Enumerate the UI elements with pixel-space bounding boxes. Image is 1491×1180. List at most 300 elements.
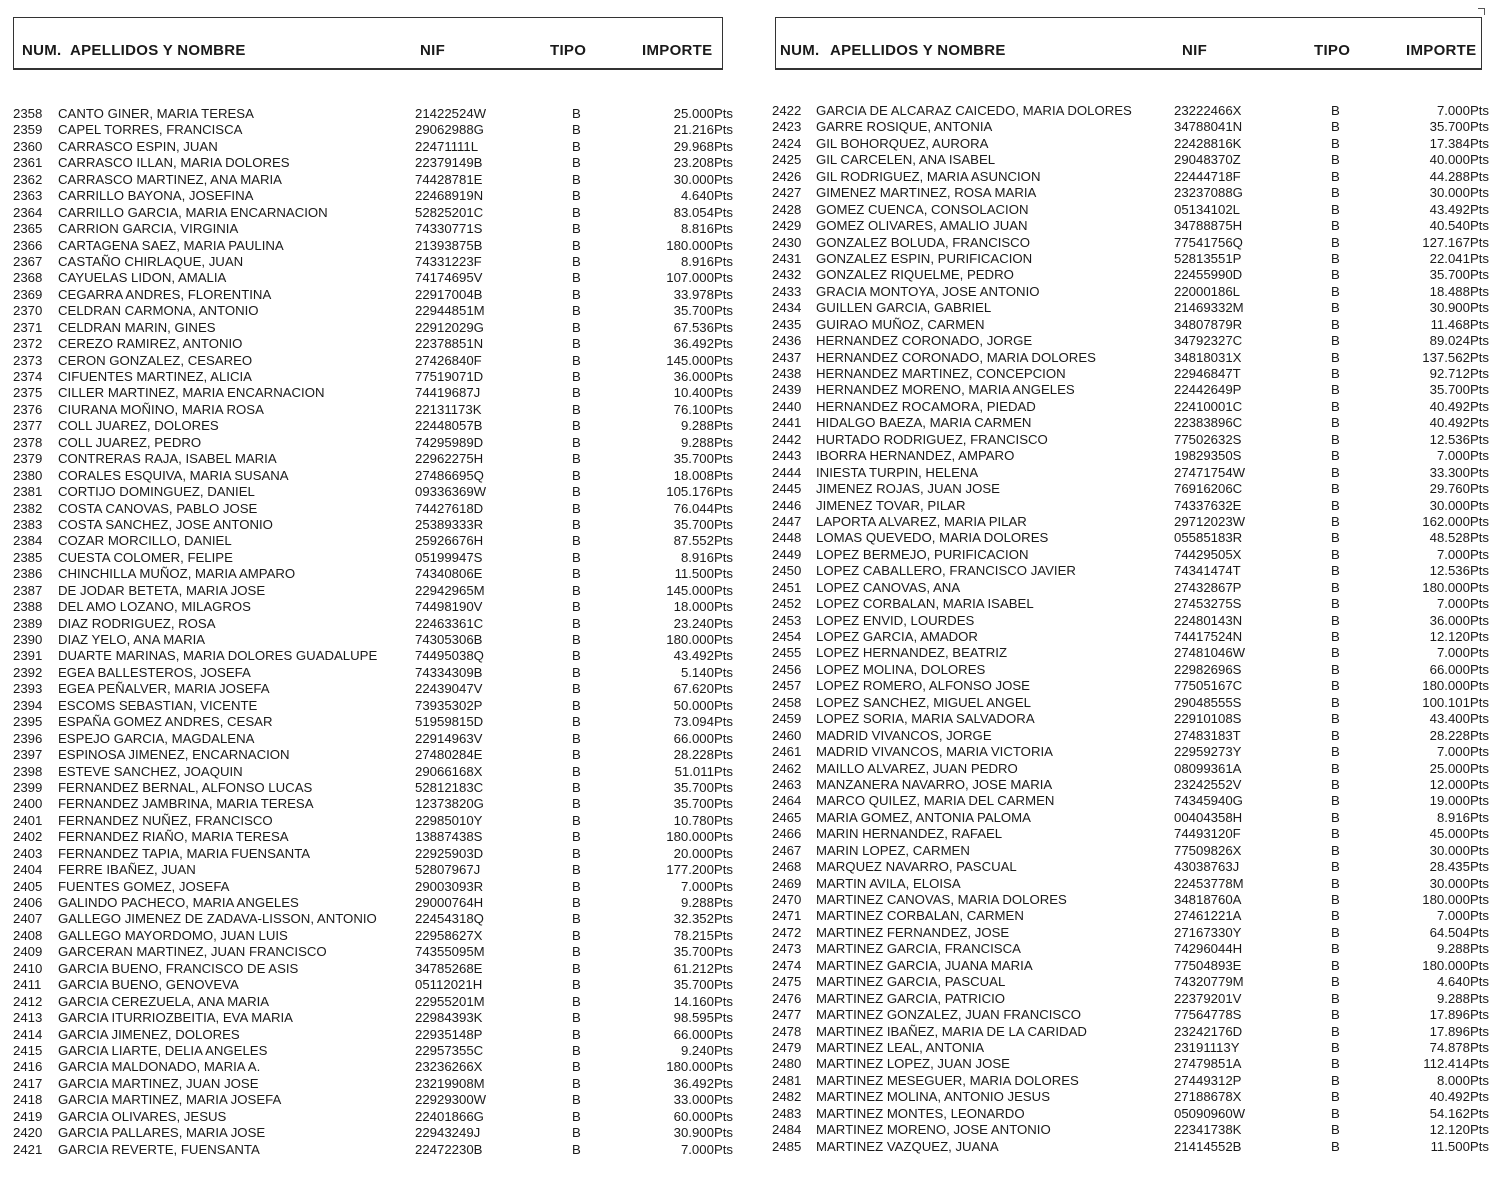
row-importe: 7.000Pts [1436, 448, 1489, 464]
row-name: EGEA BALLESTEROS, JOSEFA [58, 664, 251, 680]
row-tipo: B [1331, 546, 1340, 562]
row-nif: 43038763J [1174, 859, 1240, 875]
row-nif: 22958627X [415, 927, 483, 943]
row-tipo: B [1331, 431, 1340, 447]
row-name: IBORRA HERNANDEZ, AMPARO [816, 448, 1015, 464]
row-num: 2408 [13, 927, 43, 943]
row-nif: 27481046W [1174, 645, 1246, 661]
row-nif: 34807879R [1174, 316, 1243, 332]
row-name: FERNANDEZ RIAÑO, MARIA TERESA [58, 829, 289, 845]
row-importe: 51.011Pts [674, 763, 733, 779]
row-importe: 29.760Pts [1429, 481, 1489, 497]
table-row [765, 793, 1491, 809]
table-row [0, 1092, 745, 1108]
row-importe: 30.000Pts [1429, 497, 1489, 513]
row-name: GARCIA REVERTE, FUENSANTA [58, 1141, 260, 1157]
table-row [765, 1089, 1491, 1105]
table-row [0, 188, 745, 204]
row-tipo: B [572, 221, 581, 237]
row-nif: 22910108S [1174, 711, 1242, 727]
table-row [765, 152, 1491, 168]
row-num: 2438 [772, 366, 802, 381]
row-nif: 27453275S [1174, 596, 1242, 612]
row-num: 2411 [13, 977, 42, 993]
row-nif: 22410001C [1174, 398, 1243, 414]
row-name: DIAZ RODRIGUEZ, ROSA [58, 615, 216, 631]
row-num: 2385 [13, 549, 43, 565]
row-nif: 22982696S [1174, 661, 1242, 677]
row-tipo: B [1331, 250, 1340, 266]
row-num: 2473 [772, 941, 802, 957]
row-num: 2443 [772, 448, 802, 464]
row-importe: 7.000Pts [680, 878, 733, 894]
table-row [0, 994, 745, 1010]
row-importe: 66.000Pts [1429, 661, 1489, 677]
row-num: 2399 [13, 779, 43, 795]
row-importe: 87.552Pts [673, 533, 733, 549]
row-importe: 67.536Pts [673, 319, 733, 335]
row-num: 2406 [13, 895, 43, 910]
row-tipo: B [572, 664, 581, 680]
row-name: CELDRAN CARMONA, ANTONIO [58, 303, 259, 319]
row-importe: 11.500Pts [1430, 1138, 1489, 1154]
row-tipo: B [1331, 1039, 1340, 1055]
row-name: JIMENEZ TOVAR, PILAR [816, 497, 966, 513]
row-nif: 05112021H [415, 977, 483, 993]
row-importe: 98.595Pts [673, 1010, 733, 1026]
row-name: MARTINEZ CORBALAN, CARMEN [816, 908, 1024, 924]
row-importe: 145.000Pts [666, 582, 733, 598]
row-importe: 40.492Pts [1429, 415, 1489, 431]
table-row [765, 645, 1491, 661]
row-importe: 35.700Pts [1429, 267, 1489, 283]
row-tipo: B [572, 960, 581, 976]
row-name: GARCIA BUENO, GENOVEVA [58, 977, 239, 993]
row-num: 2418 [13, 1092, 43, 1108]
row-tipo: B [572, 138, 581, 154]
row-nif: 13887438S [415, 829, 483, 845]
row-num: 2363 [13, 188, 43, 204]
table-row [765, 1040, 1491, 1056]
row-importe: 32.352Pts [673, 911, 733, 927]
header-name: APELLIDOS Y NOMBRE [70, 42, 246, 59]
table-row [765, 218, 1491, 234]
row-importe: 18.488Pts [1429, 283, 1489, 299]
row-nif: 77504893E [1174, 957, 1242, 973]
row-importe: 30.000Pts [1429, 875, 1489, 891]
row-nif: 27188678X [1174, 1089, 1242, 1105]
row-tipo: B [1331, 464, 1340, 480]
table-row [0, 648, 745, 664]
row-name: MARTINEZ GARCIA, JUANA MARIA [816, 957, 1033, 973]
row-num: 2382 [13, 500, 43, 516]
table-row [765, 859, 1491, 875]
row-tipo: B [572, 566, 581, 582]
row-importe: 64.504Pts [1429, 924, 1489, 940]
row-name: LOPEZ SORIA, MARIA SALVADORA [816, 711, 1035, 727]
table-row [0, 846, 745, 862]
row-num: 2449 [772, 546, 802, 562]
table-row [765, 185, 1491, 201]
row-importe: 8.816Pts [680, 221, 733, 237]
row-name: GIMENEZ MARTINEZ, ROSA MARIA [816, 185, 1037, 201]
row-name: GARCIA DE ALCARAZ CAICEDO, MARIA DOLORES [816, 103, 1132, 118]
row-num: 2358 [13, 106, 43, 121]
row-name: HERNANDEZ MARTINEZ, CONCEPCION [816, 366, 1066, 381]
row-nif: 74296044H [1174, 941, 1243, 957]
row-num: 2479 [772, 1039, 802, 1055]
row-nif: 09336369W [415, 484, 487, 500]
row-tipo: B [572, 730, 581, 746]
table-row [765, 761, 1491, 777]
row-tipo: B [1331, 875, 1340, 891]
table-row [765, 300, 1491, 316]
row-nif: 22942965M [415, 582, 485, 598]
row-num: 2369 [13, 286, 43, 302]
row-num: 2375 [13, 385, 43, 401]
table-row [0, 714, 745, 730]
row-nif: 22480143N [1174, 612, 1243, 628]
row-num: 2401 [13, 812, 43, 828]
row-name: FERNANDEZ TAPIA, MARIA FUENSANTA [58, 845, 311, 861]
row-importe: 180.000Pts [1422, 957, 1489, 973]
row-nif: 25926676H [415, 533, 484, 549]
row-tipo: B [572, 763, 581, 779]
row-nif: 22955201M [415, 993, 485, 1009]
row-name: LOPEZ CORBALAN, MARIA ISABEL [816, 596, 1034, 612]
row-tipo: B [1331, 103, 1340, 118]
table-row [0, 320, 745, 336]
row-num: 2377 [13, 418, 43, 434]
row-name: MARCO QUILEZ, MARIA DEL CARMEN [816, 793, 1055, 809]
table-row [0, 1059, 745, 1075]
row-name: MARQUEZ NAVARRO, PASCUAL [816, 859, 1017, 875]
row-importe: 17.384Pts [1429, 135, 1489, 151]
row-num: 2417 [13, 1075, 43, 1091]
row-tipo: B [1331, 300, 1340, 316]
row-num: 2378 [13, 434, 43, 450]
row-nif: 22985010Y [415, 812, 483, 828]
row-importe: 43.492Pts [1429, 201, 1489, 217]
table-row [0, 681, 745, 697]
table-row [765, 514, 1491, 530]
row-tipo: B [572, 106, 581, 121]
row-importe: 18.008Pts [673, 467, 733, 483]
row-importe: 112.414Pts [1423, 1056, 1489, 1072]
table-body [0, 106, 745, 1158]
row-nif: 34788875H [1174, 218, 1243, 234]
row-num: 2464 [772, 793, 802, 809]
row-name: CORTIJO DOMINGUEZ, DANIEL [58, 484, 255, 500]
row-importe: 35.700Pts [673, 303, 733, 319]
table-row [765, 695, 1491, 711]
table-row [765, 465, 1491, 481]
table-row [0, 796, 745, 812]
row-num: 2420 [13, 1125, 43, 1141]
row-tipo: B [572, 1108, 581, 1124]
row-num: 2410 [13, 960, 43, 976]
table-row [0, 665, 745, 681]
row-tipo: B [572, 1042, 581, 1058]
row-tipo: B [572, 927, 581, 943]
row-nif: 29000764H [415, 895, 484, 910]
row-tipo: B [1331, 629, 1340, 644]
row-nif: 74331223F [415, 253, 482, 269]
row-importe: 66.000Pts [673, 1026, 733, 1042]
row-name: HURTADO RODRIGUEZ, FRANCISCO [816, 431, 1048, 447]
row-importe: 177.200Pts [666, 862, 733, 878]
table-row [0, 122, 745, 138]
row-name: ESCOMS SEBASTIAN, VICENTE [58, 697, 258, 713]
row-num: 2362 [13, 171, 43, 187]
row-name: FUENTES GOMEZ, JOSEFA [58, 878, 230, 894]
row-nif: 22444718F [1174, 168, 1241, 184]
row-tipo: B [1331, 727, 1340, 743]
row-name: GARCIA CEREZUELA, ANA MARIA [58, 993, 270, 1009]
row-tipo: B [1331, 612, 1340, 628]
row-num: 2414 [13, 1026, 43, 1042]
table-row [0, 977, 745, 993]
row-tipo: B [572, 747, 581, 763]
table-row [765, 777, 1491, 793]
row-num: 2457 [772, 678, 802, 694]
row-num: 2367 [13, 253, 43, 269]
row-num: 2476 [772, 990, 802, 1006]
row-tipo: B [572, 1010, 581, 1026]
table-row [0, 451, 745, 467]
row-importe: 89.024Pts [1429, 333, 1489, 349]
row-nif: 77505167C [1174, 678, 1243, 694]
row-tipo: B [1331, 349, 1340, 365]
row-tipo: B [572, 845, 581, 861]
table-row [0, 402, 745, 418]
table-row [0, 517, 745, 533]
row-name: MARTINEZ GARCIA, PATRICIO [816, 990, 1006, 1006]
row-name: GARCIA ITURRIOZBEITIA, EVA MARIA [58, 1010, 293, 1026]
row-nif: 34818760A [1174, 892, 1242, 907]
row-num: 2416 [13, 1059, 43, 1075]
row-importe: 107.000Pts [666, 270, 733, 286]
row-num: 2419 [13, 1108, 43, 1124]
table-row [0, 385, 745, 401]
row-nif: 27471754W [1174, 464, 1246, 480]
table-row [0, 928, 745, 944]
table-row [0, 747, 745, 763]
table-row [0, 254, 745, 270]
row-importe: 9.288Pts [1436, 941, 1489, 957]
row-num: 2386 [13, 566, 43, 582]
row-importe: 180.000Pts [666, 829, 733, 845]
table-row [0, 139, 745, 155]
row-nif: 22962275H [415, 451, 484, 467]
table-row [765, 941, 1491, 957]
row-name: MARTINEZ MOLINA, ANTONIO JESUS [816, 1089, 1050, 1105]
row-importe: 12.536Pts [1429, 563, 1489, 579]
table-row [0, 501, 745, 517]
row-name: HIDALGO BAEZA, MARIA CARMEN [816, 415, 1032, 431]
row-nif: 22984393K [415, 1010, 483, 1026]
row-importe: 76.100Pts [673, 401, 733, 417]
row-num: 2390 [13, 632, 43, 647]
row-nif: 23237088G [1174, 185, 1243, 201]
header-name: APELLIDOS Y NOMBRE [830, 42, 1006, 59]
row-name: ESTEVE SANCHEZ, JOAQUIN [58, 763, 243, 779]
table-row [0, 1142, 745, 1158]
table-row [0, 879, 745, 895]
row-name: GUIRAO MUÑOZ, CARMEN [816, 316, 985, 332]
row-nif: 22472230B [415, 1141, 483, 1157]
table-row [765, 103, 1491, 119]
row-num: 2465 [772, 809, 802, 825]
row-importe: 28.228Pts [1429, 727, 1489, 743]
row-nif: 34788041N [1174, 119, 1243, 135]
row-name: CASTAÑO CHIRLAQUE, JUAN [58, 253, 244, 269]
row-tipo: B [1331, 859, 1340, 875]
row-tipo: B [1331, 283, 1340, 299]
row-name: MARTINEZ MESEGUER, MARIA DOLORES [816, 1072, 1079, 1088]
row-tipo: B [572, 944, 581, 960]
header-importe: IMPORTE [642, 42, 713, 59]
row-importe: 10.780Pts [673, 812, 733, 828]
row-num: 2485 [772, 1138, 802, 1154]
table-row [765, 284, 1491, 300]
row-tipo: B [572, 336, 581, 352]
row-tipo: B [572, 993, 581, 1009]
row-name: EGEA PEÑALVER, MARIA JOSEFA [58, 681, 270, 697]
row-importe: 30.900Pts [673, 1125, 733, 1141]
row-name: COSTA CANOVAS, PABLO JOSE [58, 500, 258, 516]
row-importe: 92.712Pts [1429, 366, 1489, 381]
row-nif: 05134102L [1174, 201, 1241, 217]
row-name: GARCIA OLIVARES, JESUS [58, 1108, 227, 1124]
row-num: 2450 [772, 563, 802, 579]
table-row [0, 418, 745, 434]
table-row [765, 481, 1491, 497]
row-num: 2394 [13, 697, 43, 713]
row-num: 2405 [13, 878, 43, 894]
table-row [0, 106, 745, 122]
row-importe: 40.540Pts [1429, 218, 1489, 234]
row-name: CAYUELAS LIDON, AMALIA [58, 270, 227, 286]
row-name: GALINDO PACHECO, MARIA ANGELES [58, 895, 299, 910]
table-row [0, 468, 745, 484]
row-tipo: B [572, 895, 581, 910]
row-name: LOPEZ SANCHEZ, MIGUEL ANGEL [816, 694, 1031, 710]
row-num: 2371 [13, 319, 43, 335]
row-importe: 48.528Pts [1429, 530, 1489, 546]
row-importe: 100.101Pts [1422, 694, 1489, 710]
row-num: 2425 [772, 152, 802, 168]
row-name: CERON GONZALEZ, CESAREO [58, 352, 253, 368]
row-tipo: B [1331, 711, 1340, 727]
row-tipo: B [1331, 382, 1340, 398]
row-importe: 40.492Pts [1429, 1089, 1489, 1105]
row-name: MARIA GOMEZ, ANTONIA PALOMA [816, 809, 1031, 825]
row-importe: 137.562Pts [1422, 349, 1489, 365]
row-name: HERNANDEZ MORENO, MARIA ANGELES [816, 382, 1075, 398]
row-name: DEL AMO LOZANO, MILAGROS [58, 599, 251, 615]
row-name: LOPEZ MOLINA, DOLORES [816, 661, 986, 677]
row-name: GARCIA LIARTE, DELIA ANGELES [58, 1042, 268, 1058]
row-name: GARCIA JIMENEZ, DOLORES [58, 1026, 240, 1042]
table-row [765, 1106, 1491, 1122]
row-nif: 29048555S [1174, 694, 1242, 710]
table-row [765, 1007, 1491, 1023]
table-row [765, 547, 1491, 563]
row-num: 2474 [772, 957, 802, 973]
row-num: 2469 [772, 875, 802, 891]
table-row [0, 895, 745, 911]
row-name: GONZALEZ BOLUDA, FRANCISCO [816, 234, 1030, 250]
row-tipo: B [572, 714, 581, 730]
row-num: 2440 [772, 398, 802, 414]
row-num: 2441 [772, 415, 802, 431]
row-num: 2397 [13, 747, 43, 763]
row-name: GARCIA MARTINEZ, JUAN JOSE [58, 1075, 259, 1091]
table-row [765, 580, 1491, 596]
row-num: 2380 [13, 467, 43, 483]
row-nif: 05585183R [1174, 530, 1243, 546]
row-nif: 74337632E [1174, 497, 1242, 513]
row-tipo: B [572, 697, 581, 713]
row-num: 2470 [772, 892, 802, 907]
header-tipo: TIPO [1314, 42, 1351, 59]
row-importe: 9.240Pts [680, 1042, 733, 1058]
row-name: GRACIA MONTOYA, JOSE ANTONIO [816, 283, 1040, 299]
row-name: GARCIA BUENO, FRANCISCO DE ASIS [58, 960, 299, 976]
row-importe: 35.700Pts [673, 944, 733, 960]
row-nif: 23191113Y [1174, 1039, 1240, 1055]
row-nif: 74495038Q [415, 648, 484, 664]
row-num: 2402 [13, 829, 43, 845]
header-nif: NIF [1182, 42, 1208, 59]
row-name: MARTINEZ GARCIA, PASCUAL [816, 974, 1006, 990]
row-nif: 73935302P [415, 697, 483, 713]
row-tipo: B [572, 303, 581, 319]
row-name: CARRASCO ESPIN, JUAN [58, 138, 218, 154]
row-num: 2359 [13, 122, 43, 138]
row-nif: 74345940G [1174, 793, 1243, 809]
table-row [0, 303, 745, 319]
row-name: CARRILLO GARCIA, MARIA ENCARNACION [58, 204, 328, 220]
row-nif: 22912029G [415, 319, 484, 335]
row-importe: 43.492Pts [673, 648, 733, 664]
row-name: CEREZO RAMIREZ, ANTONIO [58, 336, 243, 352]
row-nif: 21422524W [415, 106, 487, 121]
table-row [765, 1139, 1491, 1155]
row-importe: 40.492Pts [1429, 398, 1489, 414]
row-nif: 19829350S [1174, 448, 1242, 464]
row-tipo: B [1331, 1072, 1340, 1088]
row-importe: 9.288Pts [680, 434, 733, 450]
table-row [765, 991, 1491, 1007]
row-num: 2466 [772, 826, 802, 842]
row-importe: 7.000Pts [680, 1141, 733, 1157]
row-tipo: B [1331, 497, 1340, 513]
row-name: GALLEGO MAYORDOMO, JUAN LUIS [58, 927, 288, 943]
table-row [765, 876, 1491, 892]
table-row [0, 353, 745, 369]
header-num: NUM. [780, 42, 820, 59]
row-num: 2374 [13, 369, 43, 384]
row-importe: 18.000Pts [673, 599, 733, 615]
row-tipo: B [1331, 974, 1340, 990]
row-num: 2432 [772, 267, 802, 283]
row-name: LOPEZ GARCIA, AMADOR [816, 629, 978, 644]
table-header [775, 17, 1482, 70]
row-tipo: B [572, 451, 581, 467]
row-importe: 180.000Pts [666, 1059, 733, 1075]
